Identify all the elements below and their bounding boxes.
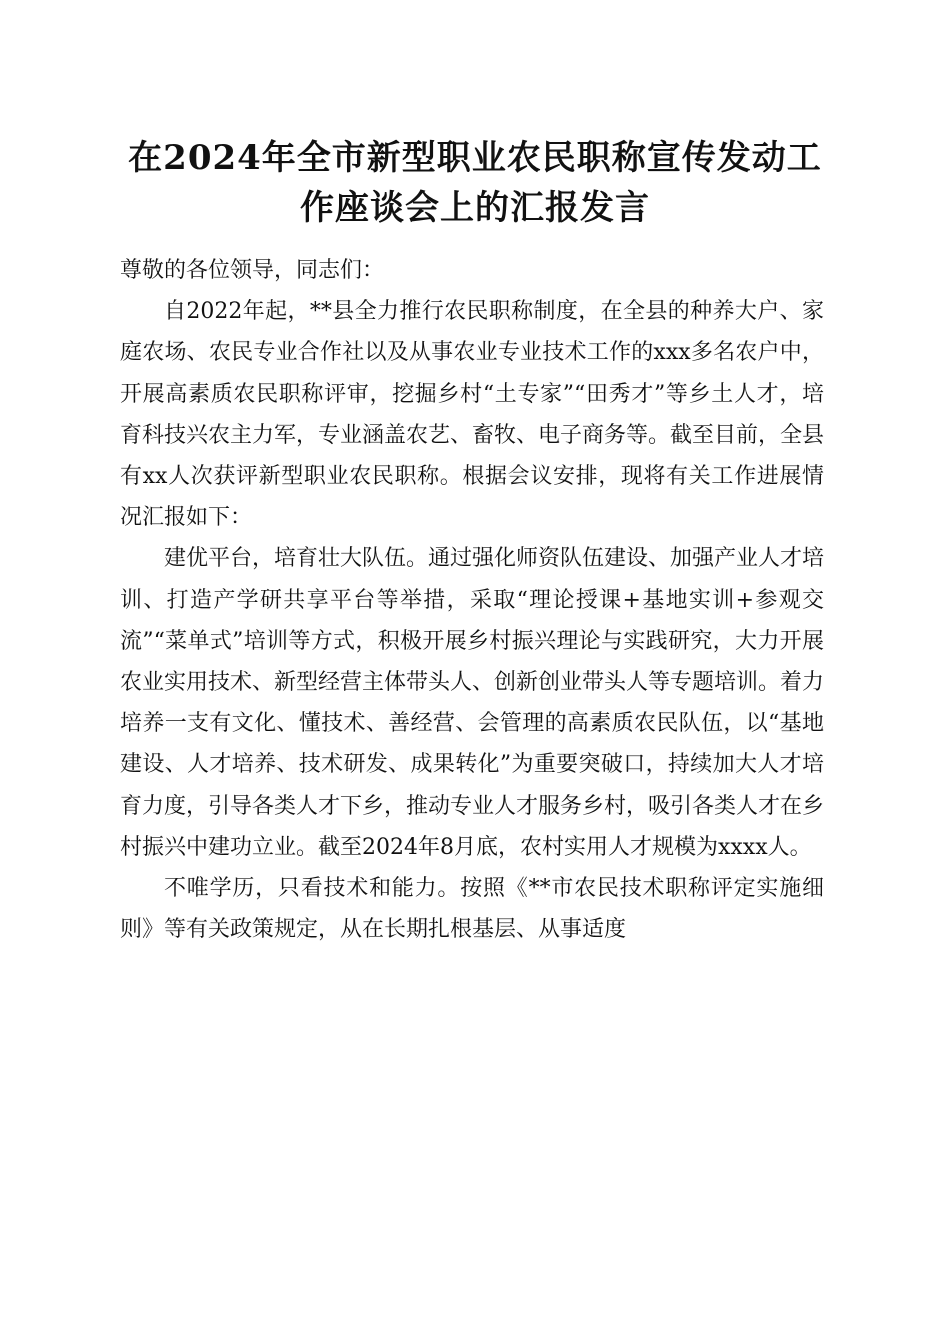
document-body	[120, 250, 824, 950]
document-title	[110, 133, 840, 233]
paragraph-platform: 建优平台，培育壮大队伍。通过强化师资队伍建设、加强产业人才培训、打造产学研共享平台等举措，采取“理论授课+基地实训+参观交流”“菜单式”培训等方式，积极开展乡村振兴理论与实践研究，大力开展农业实用技术、新型经营主体带头人、创新创业带头人等专题培训。着力培养一支有文化、懂技术、善经营、会管理的高素质农民队伍，以“基地建设、人才培养、技术研发、成果转化”为重要突破口，持续加大人才培育力度，引导各类人才下乡，推动专业人才服务乡村，吸引各类人才在乡村振兴中建功立业。截至2024年8月底，农村实用人才规模为xxxx人。	[120, 546, 825, 860]
paragraph-intro: 自2022年起，**县全力推行农民职称制度，在全县的种养大户、家庭农场、农民专业合作社以及从事农业专业技术工作的xxx多名农户中，开展高素质农民职称评审，挖掘乡村“土专家”“田秀才”等乡土人才，培育科技兴农主力军，专业涵盖农艺、畜牧、电子商务等。截至目前，全县有xx人次获评新型职业农民职称。根据会议安排，现将有关工作进展情况汇报如下：	[120, 299, 825, 531]
title-line-2: 作座谈会上的汇报发言	[300, 188, 650, 228]
paragraph-ability: 不唯学历，只看技术和能力。按照《**市农民技术职称评定实施细则》等有关政策规定，从在长期扎根基层、从事适度	[120, 876, 824, 943]
salutation: 尊敬的各位领导，同志们：	[120, 258, 385, 283]
title-line-1: 在2024年全市新型职业农民职称宣传发动工	[128, 138, 822, 178]
